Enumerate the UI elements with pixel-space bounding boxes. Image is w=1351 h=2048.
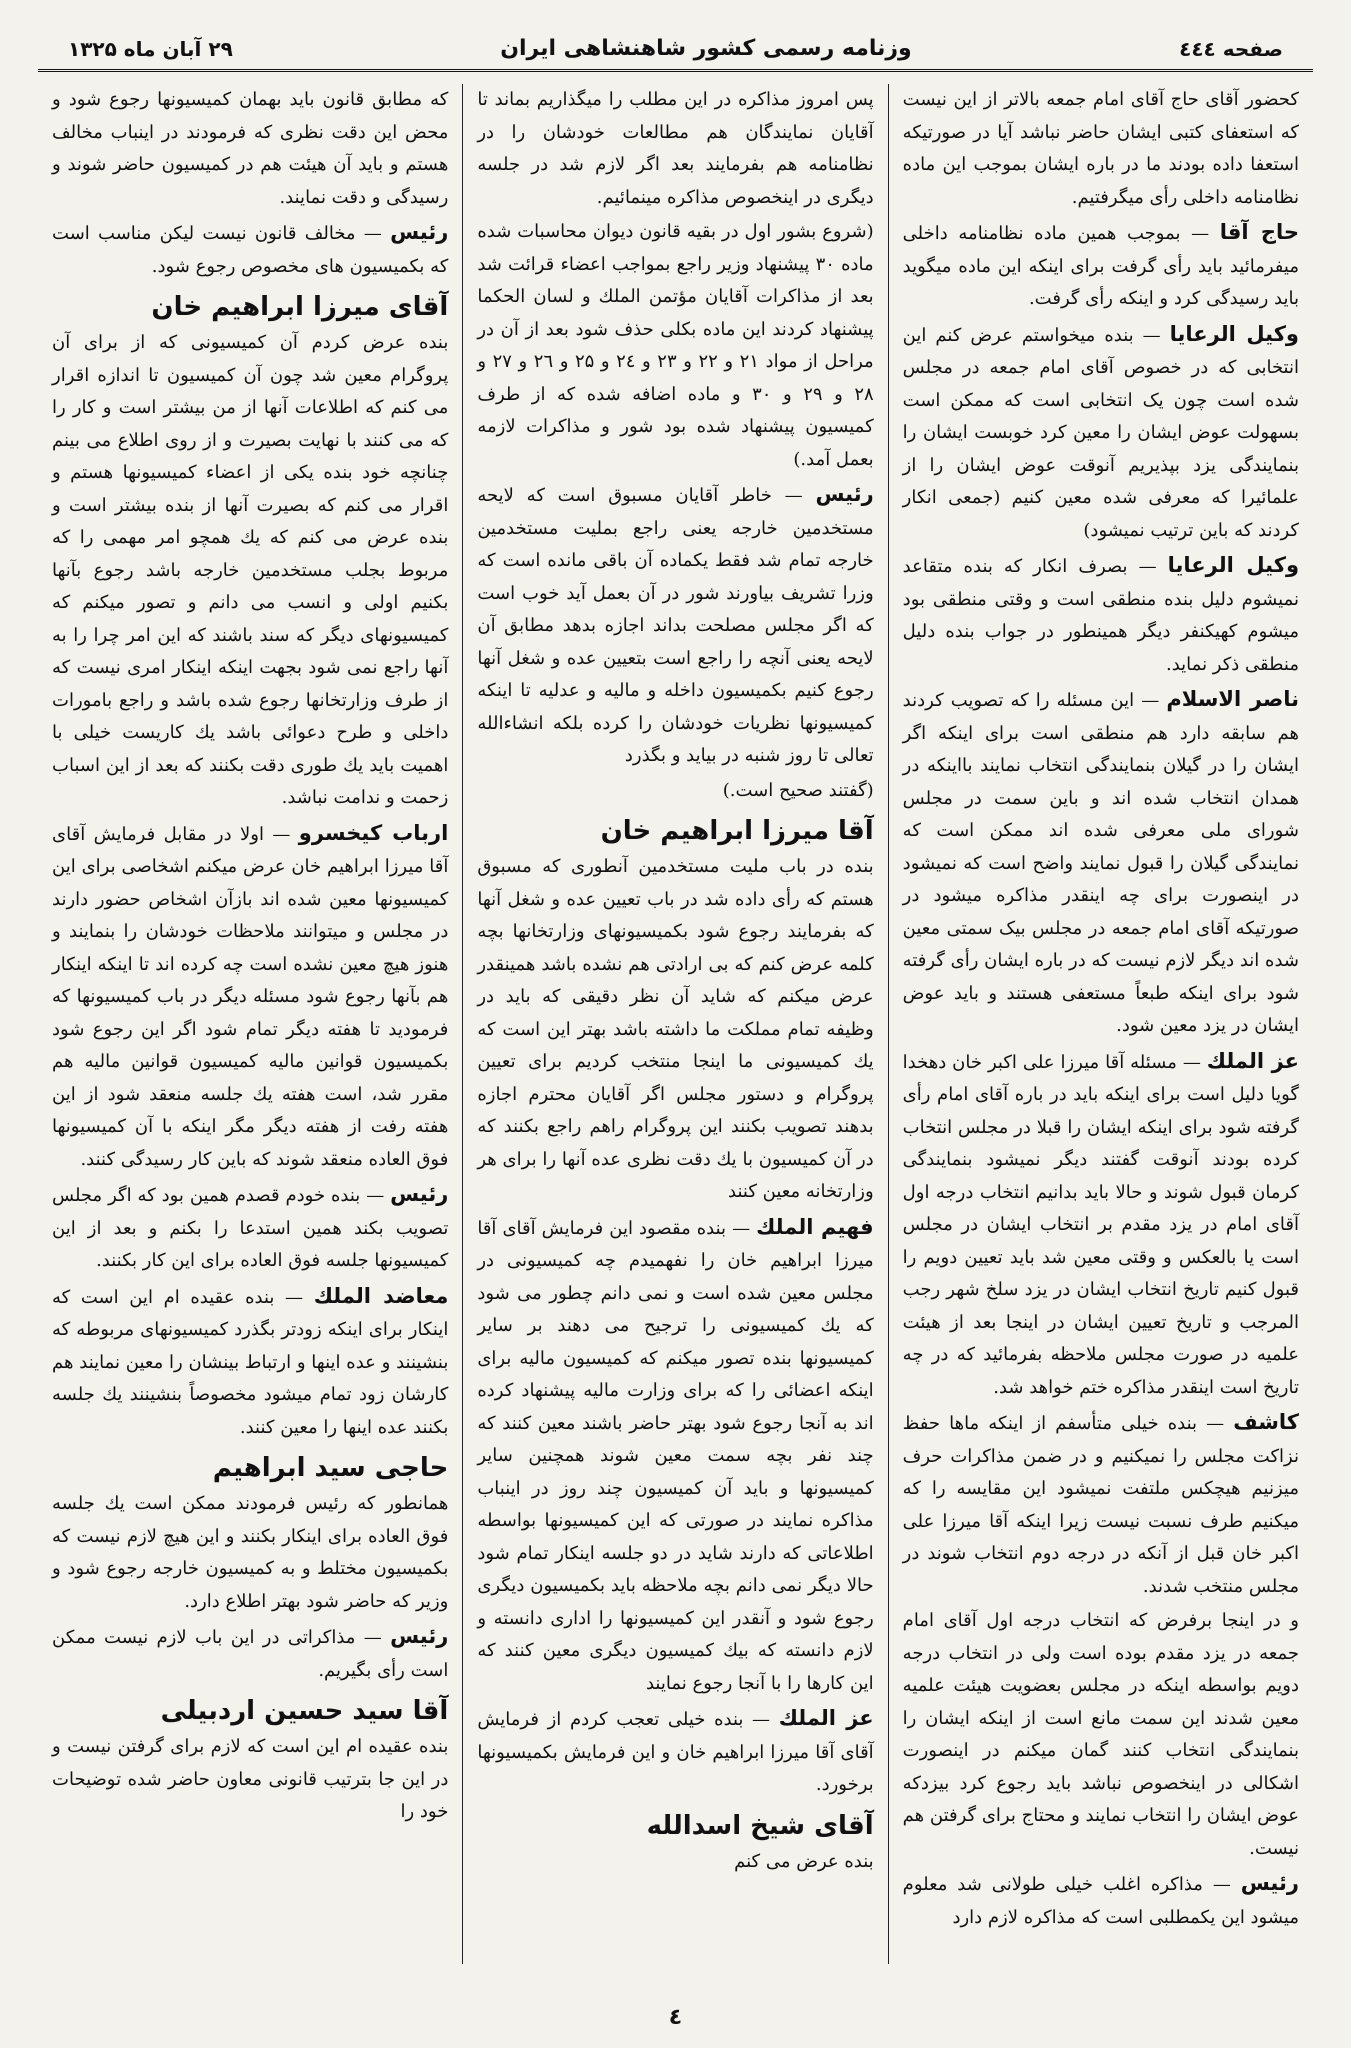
page-label: صفحه ٤٤٤: [1179, 36, 1283, 61]
speaker-name: عز الملك: [778, 1706, 874, 1730]
speaker-name: حاجی سید ابراهیم: [212, 1453, 449, 1483]
speaker-name: رئیس: [815, 482, 874, 506]
speech-text: (گفتند صحیح است.): [722, 779, 874, 801]
speaker-name: کاشف: [1233, 1410, 1299, 1434]
paragraph: عز الملك — مسئله آقا میرزا علی اکبر خان دهخدا گویا دلیل است برای اینکه باید در باره آقای امام رأی گرفته شود برای اینکه ایشان را قبلا در مجلس انتخاب کرده بودند آنوقت گفتند دیگر نمیشود بنمایندگی کرمان قبول شوند و حالا باید بدانیم انتخاب درجه اول آقای امام در یزد مقدم بر انتخاب ایشان در مجلس است یا بالعکس و وقتی معین شد باید تعیین دویم را قبول کنیم تاریخ انتخاب ایشان در یزد سلخ شهر رجب المرجب و تاریخ تعیین ایشان در اینجا بعد از هیئت علمیه در صورت مجلس ملاحظه بفرمائید که در چه تاریخ است اینقدر مذاکره ختم خواهد شد.: [902, 1048, 1299, 1398]
speech-text: بنده عقیده ام این است که اینکار برای اینکه زودتر بگذرد کمیسیونهای مربوطه که بنشینند و عده اینها و ارتباط بینشان را معین نمایند هم کارشان زود تمام میشود مخصوصاً بنشینند یك جلسه بکنند عده اینها را معین کنند.: [52, 1286, 449, 1438]
speech-text: مخالف قانون نیست لیکن مناسب است که بکمیسیون های مخصوص رجوع شود.: [52, 223, 449, 277]
paragraph: رئیس — مذاکره اغلب خیلی طولانی شد معلوم میشود این یکمطلبی است که مذاکره لازم دارد: [902, 1871, 1299, 1928]
paragraph: [903, 84, 1299, 214]
speech-text: مذاکراتی در این باب لازم نیست ممکن است رأی بگیریم.: [52, 1627, 449, 1681]
speaker-name: حاج آقا: [1219, 220, 1299, 244]
speaker-name: معاضد الملك: [313, 1283, 449, 1308]
masthead: [38, 36, 1313, 72]
paragraph: وکیل الرعایا — بصرف انکار که بنده متقاعد نمیشوم دلیل بنده منطقی است و وقتی منطقی بود میشوم کهیکنفر دیگر همینطور در جواب بنده دلیل منطقی ذکر نماید.: [902, 553, 1299, 675]
speech-text: همانطور که رئیس فرمودند ممکن است یك جلسه فوق العاده برای اینکار بکنند و این هیچ لازم نیست که بکمیسیون مختلط و به کمیسیون خارجه رجوع شود و وزیر که حاضر شود بهتر اطلاع دارد.: [52, 1493, 449, 1612]
paragraph: [477, 1806, 873, 1879]
paragraph: [477, 811, 873, 1209]
speaker-name: ناصر الاسلام: [1166, 687, 1300, 711]
paragraph: رئیس — خاطر آقایان مسبوق است که لایحه مستخدمین خارجه یعنی راجع بملیت مستخدمین خارجه تمام شد فقط یکماده آن باقی مانده است که وزرا تشریف بیاورند شور در آن بعمل آید خوب است که اگر مجلس مصلحت بداند اجازه بدهد مطابق آن لایحه یعنی آنچه را راجع است بتعیین عده و شغل آنها رجوع کنیم بکمیسیون داخله و مالیه و عدلیه تا اینکه کمیسیونها نظریات خودشان را کرده بلکه انشاءالله تعالی تا روز شنبه در بیاید و بگذرد: [477, 482, 874, 766]
paragraph: [52, 84, 448, 214]
page-number: ٤: [668, 2005, 683, 2030]
speaker-name: رئیس: [1240, 1871, 1299, 1895]
paragraph: [477, 216, 873, 476]
paragraph: رئیس — مخالف قانون نیست لیکن مناسب است که بکمیسیون های مخصوص رجوع شود.: [52, 220, 449, 277]
speech-text: اولا در مقابل فرمایش آقای آقا میرزا ابراهیم خان عرض میکنم اشخاصی برای این کمیسیونها معین شده اند بازآن اشخاص حضور دارند در مجلس و میتوانند ملاحظات خودشان را بنمایند و هنوز هیچ معین نشده است چه کرده اند تا اینکه اینکار هم بآنها رجوع شود مسئله دیگر در باب کمیسیونها که فرمودید تا هفته دیگر تمام شود اگر این رجوع شود بکمیسیون قوانین مالیه کمیسیون قوانین مالیه هم مقرر شد، است هفته یك جلسه منعقد شود از این هفته رفت از هفته دیگر مگر اینکه با آن کمیسیونها فوق العاده منعقد شوند که باین کار رسیدگی کنند.: [52, 823, 449, 1170]
speech-text: بموجب همین ماده نظامنامه داخلی میفرمائید باید رأی گرفت برای اینکه این ماده میگوید باید رسیدگی کرد و اینکه رأی گرفت.: [902, 223, 1299, 309]
paragraph: کاشف — بنده خیلی متأسفم از اینکه ماها حفظ نزاکت مجلس را نمیکنیم و در ضمن مذاکرات حرف میزنیم هیچکس ملتفت نمیشود این مقایسه را که میکنیم طرف نسبت نیست زیرا اینکه آقا میرزا علی اکبر خان قبل از آنکه در درجه دوم انتخاب شوند در مجلس منتخب شدند.: [902, 1410, 1299, 1597]
paragraph: رئیس — بنده خودم قصدم همین بود که اگر مجلس تصویب بکند همین استدعا را بکنم و بعد از این کمیسیونها جلسه فوق العاده برای این کار بکنند.: [52, 1182, 449, 1271]
speech-text: که مطابق قانون باید بهمان کمیسیونها رجوع شود و محض این دقت نظری که فرمودند در اینباب مخالف هستم و باید آن هیئت هم در کمیسیون حاضر شوند و رسیدگی و دقت نمایند.: [52, 89, 449, 208]
paragraph: حاج آقا — بموجب همین ماده نظامنامه داخلی میفرمائید باید رأی گرفت برای اینکه این ماده میگوید باید رسیدگی کرد و اینکه رأی گرفت.: [902, 220, 1299, 309]
speaker-name: ارباب کیخسرو: [298, 820, 449, 845]
paragraph: ناصر الاسلام — این مسئله را که تصویب کردند هم سابقه دارد هم منطقی است برای اینکه اگر ایشان را در گیلان بنمایندگی انتخاب نمایند بااینکه در همدان انتخاب شده اند و باین سمت در مجلس شورای ملی معرفی شده اند ممکن است که نمایندگی گیلان را قبول نمایند واضح است که نمیشود در اینصورت برای چه اینقدر مذاکره میشود در صورتیکه آقای امام جمعه در مجلس بیک سمتی معین شده اند دیگر لازم نیست که در باره ایشان رأی گرفته شود برای اینکه طبعاً مستعفی هستند و باید عوض ایشان در یزد معین شود.: [902, 687, 1300, 1036]
speaker-name: عز الملك: [1206, 1048, 1299, 1073]
speech-text: خاطر آقایان مسبوق است که لایحه مستخدمین خارجه یعنی راجع بملیت مستخدمین خارجه تمام شد فقط یکماده آن باقی مانده است که وزرا تشریف بیاورند شور در آن بعمل آید خوب است که اگر مجلس مصلحت بداند اجازه بدهد مطابق آن لایحه یعنی آنچه را راجع است بتعیین عده و شغل آنها رجوع کنیم بکمیسیون داخله و مالیه و عدلیه تا اینکه کمیسیونها نظریات خودشان را کرده بلکه انشاءالله تعالی تا روز شنبه در بیاید و بگذرد: [477, 485, 874, 766]
paragraph: [52, 1448, 448, 1618]
paragraph: [52, 1691, 448, 1829]
speech-text: بنده عرض می کنم: [734, 1850, 874, 1872]
speech-text: بنده عرض کردم آن کمیسیونی که از برای آن پروگرام معین شد چون آن کمیسیون تا اندازه اقرار می کنم که اطلاعات آنها از من بیشتر است و کار را که می کنند با نهایت بصیرت و از روی اطلاع می بینم چنانچه خود بنده یکی از اعضاء کمیسیونها هستم و اقرار می کنم که بصیرت آنها از بنده بیشتر است و بنده عرض می کنم که یك همچو امر مهمی را که مربوط بجلب مستخدمین خارجه باشد رجوع بآنها بکنیم اولی و انسب می دانم و تصور میکنم که کمیسیونهای دیگر که سند باشند که این امر چرا را به آنها راجع نمی شود بجهت اینکه اینکار امری نیست که از طرف وزارتخانها رجوع شده باشد و راجع بامورات داخلی و طرح دعوائی باشد یك کاریست خیلی با اهمیت باید یك طوری دقت بکنند که بعد از این اسباب زحمت و ندامت نباشد.: [52, 332, 449, 808]
issue-date: ۲۹ آبان ماه ۱۳۲۵: [68, 36, 233, 61]
speech-text: پس امروز مذاکره در این مطلب را میگذاریم بماند تا آقایان نمایندگان هم مطالعات خودشان را در نظامنامه هم بفرمایند بعد اگر لازم شد در جلسه دیگری در اینخصوص مذاکره مینمائیم.: [477, 89, 874, 208]
speech-text: بنده میخواستم عرض کنم این انتخابی که در خصوص آقای امام جمعه در مجلس شده است چون یک انتخابی است که ممکن است بسهولت عوض ایشان را معین کرد خوبست ایشان را بنمایندگی یزد بپذیریم آنوقت عوض ایشان را از علمائیرا که معرفی شده معین کنیم (جمعی انکار کردند که باین ترتیب نمیشود): [902, 324, 1299, 541]
paragraph: [903, 1605, 1299, 1865]
speaker-name: رئیس: [390, 220, 449, 244]
speech-text: بنده خودم قصدم همین بود که اگر مجلس تصویب بکند همین استدعا را بکنم و بعد از این کمیسیونها جلسه فوق العاده برای این کار بکنند.: [52, 1185, 449, 1271]
paragraph: رئیس — مذاکراتی در این باب لازم نیست ممکن است رأی بگیریم.: [52, 1624, 449, 1681]
speech-text: بنده خیلی تعجب کردم از فرمایش آقای آقا میرزا ابراهیم خان و این فرمایش بکمیسیونها برخورد.: [477, 1709, 874, 1795]
speech-text: مذاکره اغلب خیلی طولانی شد معلوم میشود این یکمطلبی است که مذاکره لازم دارد: [902, 1874, 1299, 1928]
speaker-name: آقای میرزا ابراهیم خان: [151, 292, 449, 322]
speaker-name: فهیم الملك: [756, 1214, 874, 1239]
speech-text: بصرف انکار که بنده متقاعد نمیشوم دلیل بنده منطقی است و وقتی منطقی بود میشوم کهیکنفر دیگر همینطور در جواب بنده دلیل منطقی ذکر نماید.: [902, 556, 1299, 675]
speaker-name: رئیس: [390, 1182, 449, 1206]
column-middle: [463, 84, 888, 1964]
speech-text: این مسئله را که تصویب کردند هم سابقه دارد هم منطقی است برای اینکه اگر ایشان را در گیلان بنمایندگی انتخاب نمایند بااینکه در همدان انتخاب شده اند و باین سمت در مجلس شورای ملی معرفی شده اند ممکن است که نمایندگی گیلان را قبول نمایند واضح است که نمیشود در اینصورت برای چه اینقدر مذاکره میشود در صورتیکه آقای امام جمعه در مجلس بیک سمتی معین شده اند دیگر لازم نیست که در باره ایشان رأی گرفته شود برای اینکه طبعاً مستعفی هستند و باید عوض ایشان در یزد معین شود.: [902, 690, 1299, 1036]
speaker-name: آقا میرزا ابراهیم خان: [600, 816, 874, 846]
column-right: [889, 84, 1313, 1964]
gazette-title: وزنامه رسمی کشور شاهنشاهی ایران: [500, 36, 912, 61]
speaker-name: وکیل الرعایا: [1167, 553, 1299, 577]
text-columns: [38, 84, 1313, 1964]
paragraph: وکیل الرعایا — بنده میخواستم عرض کنم این انتخابی که در خصوص آقای امام جمعه در مجلس شده است چون یک انتخابی است که ممکن است بسهولت عوض ایشان را معین کرد خوبست ایشان را بنمایندگی یزد بپذیریم آنوقت عوض ایشان را از علمائیرا که معرفی شده معین کنیم (جمعی انکار کردند که باین ترتیب نمیشود): [902, 321, 1299, 541]
speech-text: بنده در باب ملیت مستخدمین آنطوری که مسبوق هستم که رأی داده شد در باب تعیین عده و شغل آنها که بفرمایند رجوع شود بکمیسیونهای وزارتخانها بچه کلمه عرض کنم که بی ارادتی هم نشده باشد همینقدر عرض میکنم که شاید آن نظر دقیقی که باید در وظیفه تمام مملکت ما داشته باشد بهتر این است که یك کمیسیونی ما اینجا منتخب کردیم برای تعیین پروگرام و دستور مجلس اگر آقایان محترم اجازه بدهند تصویب بکنند این پروگرام راهم راجع بکنند که در آن کمیسیون با یك دقت نظری عده آنها را برای هر وزارتخانه معین کنند: [477, 856, 874, 1202]
paragraph: فهیم الملك — بنده مقصود این فرمایش آقای آقا میرزا ابراهیم خان را نفهمیدم چه کمیسیونی در مجلس معین شده است و نمی دانم چطور می شود که یك کمیسیونی را ترجیح می دهند بر سایر کمیسیونها بنده تصور میکنم که کمیسیون مالیه برای اینکه اعضائی را که برای وزارت مالیه پیشنهاد کرده اند به آنجا رجوع شود بهتر حاضر باشند معین کنند که چند نفر بچه سمت معین شوند همچنین سایر کمیسیونها و باید آن کمیسیون چند روز در اینباب مذاکره نمایند در صورتی که این کمیسیونها بواسطه اطلاعاتی که دارند شاید در دو جلسه اینکار تمام شود حالا دیگر نمی دانم بچه ملاحظه باید بکمیسیون دیگری رجوع شود و آنقدر این کمیسیونها را اداری دانسته و لازم دانسته که بیك کمیسیون دیگری معین کنند که این کارها را با آنجا رجوع نمایند: [477, 1214, 874, 1694]
paragraph: معاضد الملك — بنده عقیده ام این است که اینکار برای اینکه زودتر بگذرد کمیسیونهای مربوطه که بنشینند و عده اینها و ارتباط بینشان را معین نمایند هم کارشان زود تمام میشود مخصوصاً بنشینند یك جلسه بکنند عده اینها را معین کنند.: [52, 1283, 449, 1438]
speech-text: (شروع بشور اول در بقیه قانون دیوان محاسبات شده ماده ۳۰ پیشنهاد وزیر راجع بمواجب اعضاء قرائت شد بعد از مذاکرات آقایان مؤتمن الملك و لسان الحکما پیشنهاد کردند این ماده بکلی حذف شود بعد از آن در مراحل از مواد ۲۱ و ۲۲ و ۲۳ و ۲٤ و ۲۵ و ۲٦ و ۲۷ و ۲۸ و ۲۹ و ۳۰ و ماده اضافه شده که از طرف کمیسیون پیشنهاد شده بود شور و مذاکرات لازمه بعمل آمد.): [477, 221, 874, 470]
speech-text: بنده عقیده ام این است که لازم برای گرفتن نیست و در این جا بترتیب قانونی معاون حاضر شده توضیحات خود را: [52, 1736, 449, 1822]
speaker-name: وکیل الرعایا: [1169, 321, 1299, 346]
speech-text: بنده خیلی متأسفم از اینکه ماها حفظ نزاکت مجلس را نمیکنیم و در ضمن مذاکرات حرف میزنیم هیچکس ملتفت نمیشود این مقایسه را که میکنیم طرف نسبت نیست زیرا اینکه آقا میرزا علی اکبر خان قبل از آنکه در درجه دوم انتخاب شوند در مجلس منتخب شدند.: [902, 1413, 1299, 1597]
speech-text: مسئله آقا میرزا علی اکبر خان دهخدا گویا دلیل است برای اینکه باید در باره آقای امام رأی گرفته شود برای اینکه ایشان را قبلا در مجلس انتخاب کرده بودند آنوقت گفتند دیگر نمیشود بنمایندگی کرمان قبول شوند و حالا باید بدانیم انتخاب درجه اول آقای امام در یزد مقدم بر انتخاب ایشان در مجلس است یا بالعکس و وقتی معین شد باید تعیین دویم را قبول کنیم تاریخ انتخاب ایشان در یزد سلخ شهر رجب المرجب و تاریخ تعیین ایشان در اینجا بعد از هیئت علمیه در صورت مجلس ملاحظه بفرمائید که در چه تاریخ است اینقدر مذاکره ختم خواهد شد.: [902, 1051, 1299, 1398]
speaker-name: آقا سید حسین اردبیلی: [160, 1696, 449, 1726]
speech-text: و در اینجا برفرض که انتخاب درجه اول آقای امام جمعه در یزد مقدم بوده است ولی در انتخاب درجه دویم بواسطه اینکه در مجلس بعضویت هیئت علمیه معین شدند این سمت مانع است از اینکه ایشان را بنمایندگی انتخاب کنند گمان میکنم در اینصورت اشکالی در اینخصوص نباشد باید رجوع کرد بیزدکه عوض ایشان را انتخاب نمایند و محتاج برای گرفتن هم نیست.: [902, 1610, 1299, 1859]
paragraph: [52, 287, 448, 815]
speech-text: بنده مقصود این فرمایش آقای آقا میرزا ابراهیم خان را نفهمیدم چه کمیسیونی در مجلس معین شده است و نمی دانم چطور می شود که یك کمیسیونی را ترجیح می دهند بر سایر کمیسیونها بنده تصور میکنم که کمیسیون مالیه برای اینکه اعضائی را که برای وزارت مالیه پیشنهاد کرده اند به آنجا رجوع شود بهتر حاضر باشند معین کنند که چند نفر بچه سمت معین شوند همچنین سایر کمیسیونها و باید آن کمیسیون چند روز در اینباب مذاکره نمایند در صورتی که این کمیسیونها بواسطه اطلاعاتی که دارند شاید در دو جلسه اینکار تمام شود حالا دیگر نمی دانم بچه ملاحظه باید بکمیسیون دیگری رجوع شود و آنقدر این کمیسیونها را اداری دانسته و لازم دانسته که بیك کمیسیون دیگری معین کنند که این کارها را با آنجا رجوع نمایند: [477, 1217, 874, 1694]
paragraph: [477, 775, 873, 808]
speaker-name: رئیس: [390, 1624, 449, 1648]
speech-text: کحضور آقای حاج آقای امام جمعه بالاتر از این نیست که استعفای کتبی ایشان حاضر نباشد آیا در صورتیکه استعفا داده بودند ما در باره ایشان بموجب این ماده نظامنامه داخلی رأی میگرفتیم.: [902, 89, 1299, 208]
paragraph: ارباب کیخسرو — اولا در مقابل فرمایش آقای آقا میرزا ابراهیم خان عرض میکنم اشخاصی برای این کمیسیونها معین شده اند بازآن اشخاص حضور دارند در مجلس و میتوانند ملاحظات خودشان را بنمایند و هنوز هیچ معین نشده است چه کرده اند تا اینکه اینکار هم بآنها رجوع شود مسئله دیگر در باب کمیسیونها که فرمودید تا هفته دیگر تمام شود اگر این رجوع شود بکمیسیون قوانین مالیه کمیسیون قوانین مالیه هم مقرر شد، است هفته یك جلسه منعقد شود از این هفته رفت از هفته دیگر مگر اینکه با آن کمیسیونها فوق العاده منعقد شوند که باین کار رسیدگی کنند.: [52, 820, 449, 1170]
column-left: [38, 84, 463, 1964]
paragraph: عز الملك — بنده خیلی تعجب کردم از فرمایش آقای آقا میرزا ابراهیم خان و این فرمایش بکمیسیونها برخورد.: [477, 1706, 874, 1795]
paragraph: [477, 84, 873, 214]
speaker-name: آقای شیخ اسدالله: [646, 1810, 874, 1841]
